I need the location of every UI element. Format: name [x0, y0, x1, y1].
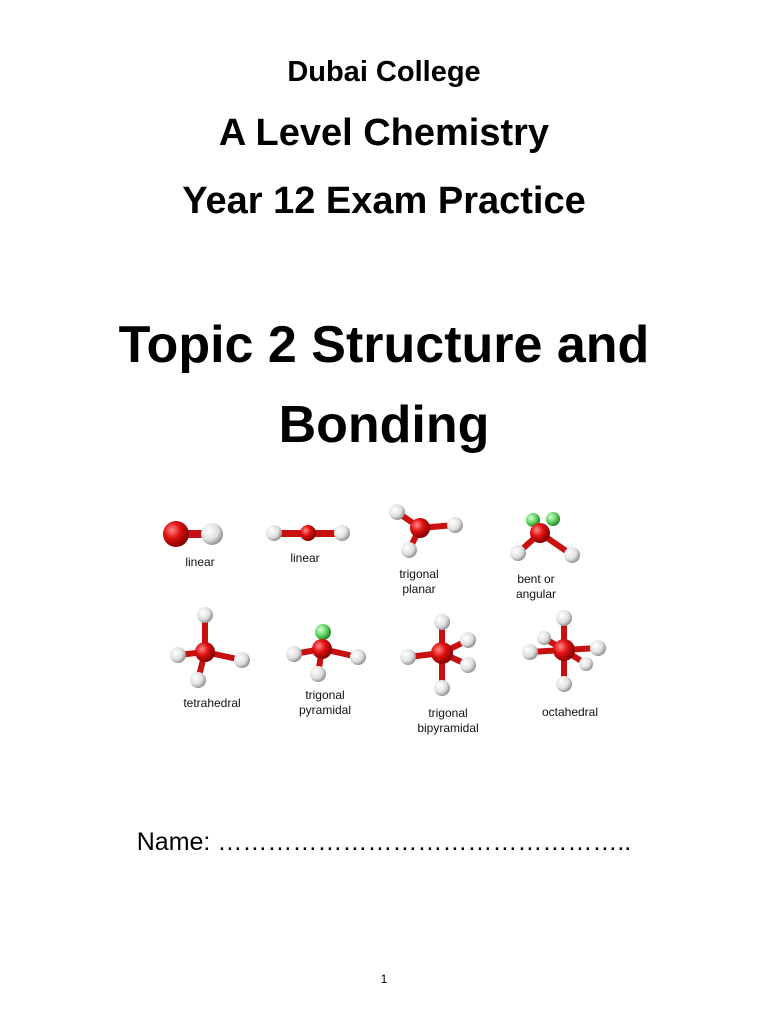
outer-atom — [590, 640, 606, 656]
shape-label-line: tetrahedral — [183, 696, 241, 710]
outer-atom — [286, 646, 302, 662]
outer-atom — [389, 504, 405, 520]
outer-atom — [201, 523, 223, 545]
outer-atom — [234, 652, 250, 668]
shape-label — [185, 555, 214, 569]
lone-pair-icon — [315, 624, 331, 640]
outer-atom — [460, 632, 476, 648]
outer-atom — [447, 517, 463, 533]
shape-label — [290, 551, 319, 565]
central-atom — [530, 523, 550, 543]
name-field[interactable]: Name: ………………………………………….. — [136, 828, 632, 856]
course-title: A Level Chemistry — [218, 112, 550, 154]
outer-atom — [190, 672, 206, 688]
shape-label-line: trigonal — [428, 706, 468, 720]
central-atom — [312, 639, 332, 659]
molecular-shapes-figure — [150, 500, 620, 740]
central-atom — [410, 518, 430, 538]
shape-label-line: linear — [290, 551, 320, 565]
outer-atom — [556, 610, 572, 626]
outer-atom — [522, 644, 538, 660]
shape-label — [542, 705, 598, 719]
central-atom — [195, 642, 215, 662]
shape-linear-diatomic — [163, 521, 223, 569]
outer-atom — [401, 542, 417, 558]
topic-title-line-2: Bonding — [278, 396, 490, 454]
shape-label-line: trigonal — [305, 688, 345, 702]
outer-atom — [334, 525, 350, 541]
shape-label — [183, 696, 240, 710]
outer-atom — [434, 614, 450, 630]
shape-label — [299, 688, 351, 717]
shape-label — [516, 572, 556, 601]
outer-atom — [537, 631, 551, 645]
outer-atom — [400, 649, 416, 665]
outer-atom — [510, 545, 526, 561]
shape-trigonal-planar — [389, 504, 463, 596]
shape-linear-triatomic — [266, 525, 350, 565]
central-atom — [553, 639, 575, 661]
shape-trigonal-pyramidal — [286, 624, 366, 717]
page-number: 1 — [380, 972, 388, 986]
shape-bent — [510, 512, 580, 601]
shape-trigonal-bipyramidal — [400, 614, 479, 735]
shape-label-line: trigonal — [399, 567, 439, 581]
outer-atom — [266, 525, 282, 541]
outer-atom — [197, 607, 213, 623]
shape-label-line: angular — [515, 587, 557, 601]
shape-label-line: octahedral — [541, 705, 599, 719]
topic-title-line-1: Topic 2 Structure and — [118, 316, 650, 374]
shape-label-line: pyramidal — [298, 703, 352, 717]
shape-label — [399, 567, 438, 596]
shape-label — [417, 706, 478, 735]
school-name: Dubai College — [287, 56, 481, 88]
outer-atom — [579, 657, 593, 671]
outer-atom — [434, 680, 450, 696]
shape-label-line: bipyramidal — [417, 721, 479, 735]
outer-atom — [170, 647, 186, 663]
document-subtitle: Year 12 Exam Practice — [182, 180, 586, 222]
lone-pair-icon — [546, 512, 560, 526]
shape-tetrahedral — [170, 607, 250, 710]
outer-atom — [310, 666, 326, 682]
central-atom — [163, 521, 189, 547]
shape-octahedral — [522, 610, 606, 719]
outer-atom — [460, 657, 476, 673]
shape-label-line: planar — [402, 582, 436, 596]
outer-atom — [564, 547, 580, 563]
central-atom — [431, 642, 453, 664]
shape-label-line: bent or — [517, 572, 555, 586]
central-atom — [300, 525, 316, 541]
outer-atom — [350, 649, 366, 665]
outer-atom — [556, 676, 572, 692]
shape-label-line: linear — [185, 555, 215, 569]
